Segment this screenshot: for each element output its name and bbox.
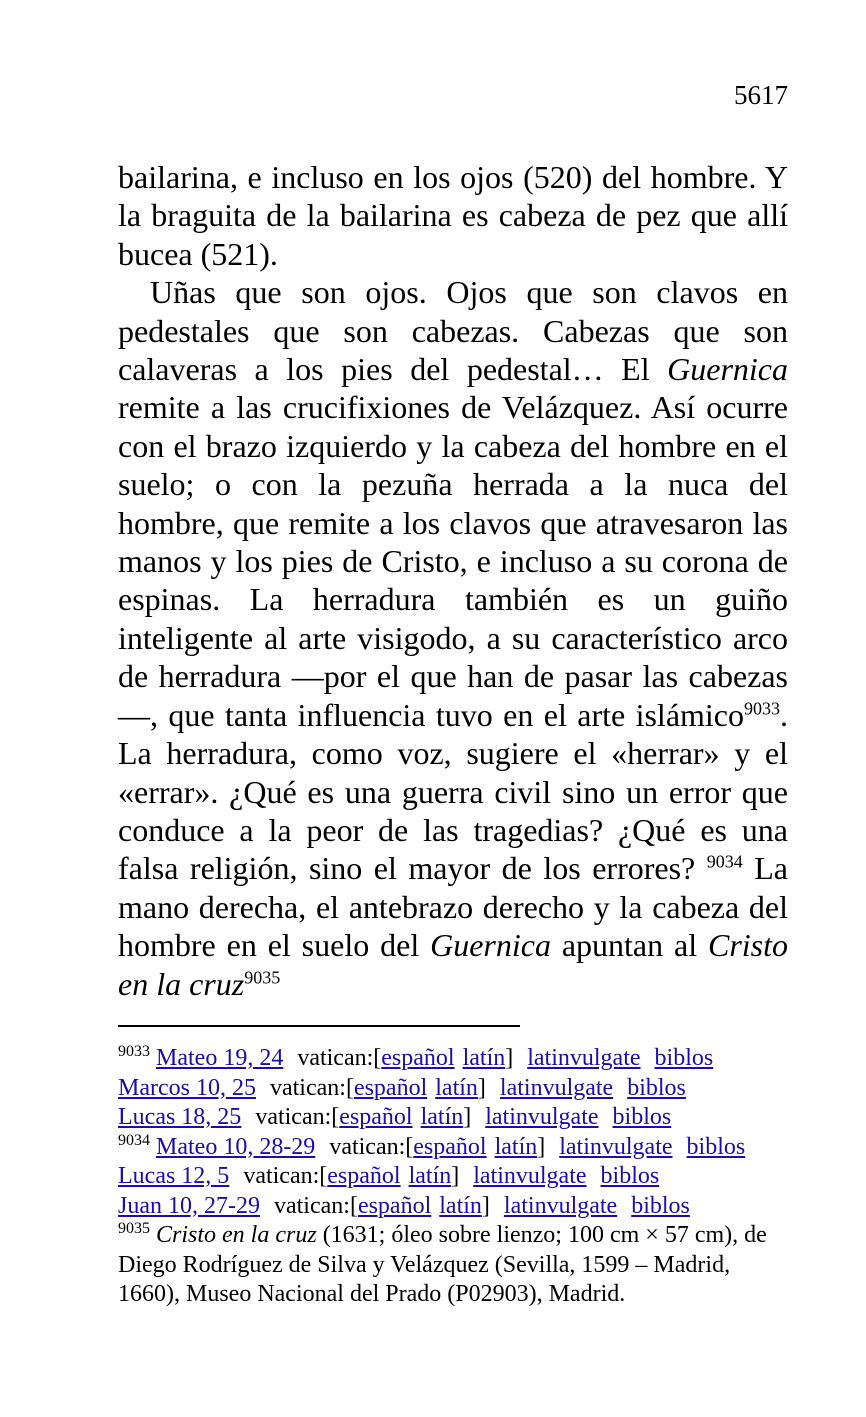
espanol-link[interactable]: español bbox=[381, 1045, 455, 1071]
latin-link[interactable]: latín bbox=[408, 1163, 452, 1189]
vatican-suffix: ] bbox=[451, 1163, 460, 1189]
footnote-9033 bbox=[118, 1044, 798, 1133]
body-text bbox=[118, 158, 788, 1003]
page-number: 5617 bbox=[734, 80, 788, 110]
text-run: . La herradura, como voz, sugiere el «herrar» y el «errar». ¿Qué es una guerra civil sino un error que conduce a la peor de las tragedias? ¿Qué es una falsa religión, sino el mayor de los errores? bbox=[118, 696, 788, 887]
bible-reference-line bbox=[118, 1103, 798, 1133]
footnote-9035 bbox=[118, 1221, 798, 1310]
vatican-prefix: vatican:[ bbox=[243, 1163, 328, 1189]
footnote-9034 bbox=[118, 1133, 798, 1222]
italic-title: Guernica bbox=[667, 351, 788, 388]
latinvulgate-link[interactable]: latinvulgate bbox=[499, 1074, 614, 1101]
bible-reference-line bbox=[118, 1044, 798, 1074]
vatican-suffix: ] bbox=[481, 1192, 490, 1219]
artwork-title: Cristo en la cruz bbox=[156, 1222, 317, 1248]
vatican-prefix: vatican:[ bbox=[269, 1074, 354, 1101]
text-run: apuntan al bbox=[550, 927, 708, 964]
bible-reference-line bbox=[118, 1192, 798, 1222]
biblos-link[interactable]: biblos bbox=[631, 1192, 690, 1219]
footnote-reference: 9033 bbox=[744, 698, 780, 719]
footnote-mark: 9034 bbox=[118, 1131, 150, 1149]
bible-reference-link[interactable]: Lucas 12, 5 bbox=[118, 1163, 230, 1189]
text-run: Uñas que son ojos. Ojos que son clavos en pedestales que son cabezas. Cabezas que son calaveras a los pies del pedestal… El bbox=[118, 274, 788, 388]
paragraph bbox=[118, 273, 788, 1003]
vatican-prefix: vatican:[ bbox=[329, 1133, 414, 1160]
text-run: remite a las crucifixiones de Velázquez. Así ocurre con el brazo izquierdo y la cabeza del hombre en el suelo; o con la pezuña herrada a la nuca del hombre, que remite a los clavos que atravesaron las manos y los pies de Cristo, e incluso a su corona de espinas. La herradura también es un guiño inteligente al arte visigodo, a su característico arco de herradura —por el que han de pasar las cabezas—, que tanta influencia tuvo en el arte islámico bbox=[118, 389, 788, 733]
footnote-reference: 9035 bbox=[244, 966, 281, 987]
latin-link[interactable]: latín bbox=[439, 1192, 482, 1219]
footnote-reference: 9034 bbox=[706, 851, 743, 872]
latin-link[interactable]: latín bbox=[435, 1074, 478, 1101]
bible-reference-line bbox=[118, 1133, 798, 1163]
vatican-prefix: vatican:[ bbox=[297, 1045, 382, 1071]
latin-link[interactable]: latín bbox=[494, 1133, 538, 1160]
footnote-mark: 9035 bbox=[118, 1220, 150, 1237]
vatican-prefix: vatican:[ bbox=[255, 1104, 340, 1130]
latinvulgate-link[interactable]: latinvulgate bbox=[503, 1192, 618, 1219]
vatican-prefix: vatican:[ bbox=[273, 1192, 358, 1219]
latinvulgate-link[interactable]: latinvulgate bbox=[559, 1133, 673, 1160]
footnote-mark: 9033 bbox=[118, 1043, 150, 1060]
bible-reference-link[interactable]: Lucas 18, 25 bbox=[118, 1104, 242, 1130]
bible-reference-link[interactable]: Marcos 10, 25 bbox=[118, 1074, 256, 1101]
espanol-link[interactable]: español bbox=[353, 1074, 428, 1101]
italic-title: Guernica bbox=[430, 927, 551, 964]
latinvulgate-link[interactable]: latinvulgate bbox=[485, 1104, 599, 1130]
biblos-link[interactable]: biblos bbox=[612, 1104, 672, 1130]
footnote-separator bbox=[118, 1025, 520, 1027]
biblos-link[interactable]: biblos bbox=[686, 1133, 746, 1160]
paragraph bbox=[118, 158, 788, 273]
latin-link[interactable]: latín bbox=[420, 1104, 464, 1130]
bible-reference-link[interactable]: Mateo 10, 28-29 bbox=[156, 1133, 316, 1160]
bible-reference-line bbox=[118, 1074, 798, 1104]
espanol-link[interactable]: español bbox=[327, 1163, 401, 1189]
vatican-suffix: ] bbox=[463, 1104, 472, 1130]
vatican-suffix: ] bbox=[537, 1133, 546, 1160]
latin-link[interactable]: latín bbox=[462, 1045, 506, 1071]
footnotes bbox=[118, 1044, 798, 1310]
text-run: bailarina, e incluso en los ojos (520) del hombre. Y la braguita de la bailarina es cabeza de pez que allí bucea (521). bbox=[118, 159, 788, 272]
artwork-description: (1631; óleo sobre lienzo; 100 cm × 57 cm), de Diego Rodríguez de Silva y Velázquez (Sevilla, 1599 – Madrid, 1660), Museo Nacional del Prado (P02903), Madrid. bbox=[118, 1222, 767, 1307]
espanol-link[interactable]: español bbox=[339, 1104, 413, 1130]
vatican-suffix: ] bbox=[505, 1045, 514, 1071]
bible-reference-line bbox=[118, 1162, 798, 1192]
bible-reference-link[interactable]: Mateo 19, 24 bbox=[156, 1045, 284, 1071]
text-run: La mano derecha, el antebrazo derecho y la cabeza del hombre en el suelo del bbox=[118, 850, 789, 964]
vatican-suffix: ] bbox=[477, 1074, 486, 1101]
espanol-link[interactable]: español bbox=[357, 1192, 432, 1219]
biblos-link[interactable]: biblos bbox=[600, 1163, 660, 1189]
espanol-link[interactable]: español bbox=[413, 1133, 487, 1160]
bible-reference-link[interactable]: Juan 10, 27-29 bbox=[118, 1192, 260, 1219]
latinvulgate-link[interactable]: latinvulgate bbox=[527, 1045, 641, 1071]
biblos-link[interactable]: biblos bbox=[627, 1074, 686, 1101]
latinvulgate-link[interactable]: latinvulgate bbox=[473, 1163, 587, 1189]
italic-title: Cristo en la cruz bbox=[118, 927, 789, 1002]
biblos-link[interactable]: biblos bbox=[654, 1045, 714, 1071]
